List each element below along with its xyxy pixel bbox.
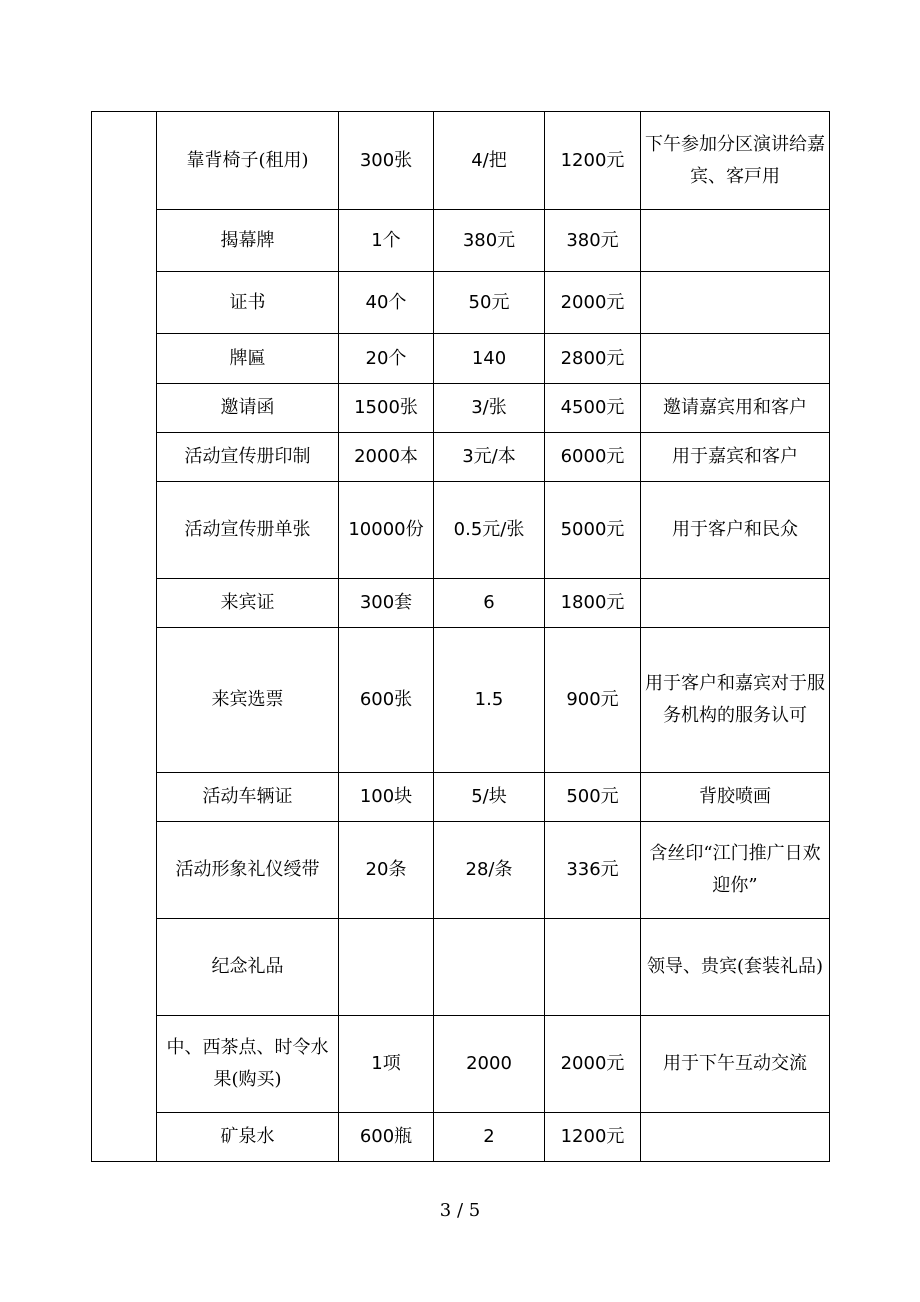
unit-price-cell: 4/把: [434, 112, 545, 210]
item-name-cell: 活动车辆证: [157, 773, 339, 822]
total-cell: 336元: [545, 822, 641, 919]
item-name-cell: 纪念礼品: [157, 919, 339, 1016]
note-cell: 用于下午互动交流: [641, 1016, 830, 1113]
item-name-cell: 来宾选票: [157, 628, 339, 773]
item-name-cell: 证书: [157, 272, 339, 334]
note-cell: 用于嘉宾和客户: [641, 433, 830, 482]
total-cell: 1800元: [545, 579, 641, 628]
quantity-cell: 600瓶: [339, 1113, 434, 1162]
table-row: [92, 579, 830, 628]
table-row: [92, 482, 830, 579]
item-name-cell: 牌匾: [157, 334, 339, 384]
budget-table: [91, 111, 830, 1162]
note-cell: 领导、贵宾(套装礼品): [641, 919, 830, 1016]
page-number: 3 / 5: [439, 1200, 481, 1221]
table-row: [92, 822, 830, 919]
table-row: [92, 272, 830, 334]
quantity-cell: 40个: [339, 272, 434, 334]
item-name-cell: 靠背椅子(租用): [157, 112, 339, 210]
quantity-cell: 20个: [339, 334, 434, 384]
unit-price-cell: 380元: [434, 210, 545, 272]
note-cell: 邀请嘉宾用和客户: [641, 384, 830, 433]
quantity-cell: 1项: [339, 1016, 434, 1113]
note-cell: [641, 579, 830, 628]
total-cell: 2000元: [545, 272, 641, 334]
item-name-cell: 活动宣传册印制: [157, 433, 339, 482]
note-cell: [641, 334, 830, 384]
table-row: [92, 1113, 830, 1162]
total-cell: 380元: [545, 210, 641, 272]
table-row: [92, 334, 830, 384]
item-name-cell: 中、西茶点、时令水果(购买): [157, 1016, 339, 1113]
note-cell: 用于客户和民众: [641, 482, 830, 579]
total-cell: 2800元: [545, 334, 641, 384]
total-cell: 900元: [545, 628, 641, 773]
total-cell: 500元: [545, 773, 641, 822]
unit-price-cell: 50元: [434, 272, 545, 334]
unit-price-cell: 3/张: [434, 384, 545, 433]
quantity-cell: 20条: [339, 822, 434, 919]
quantity-cell: 100块: [339, 773, 434, 822]
quantity-cell: [339, 919, 434, 1016]
unit-price-cell: 28/条: [434, 822, 545, 919]
table-row: [92, 384, 830, 433]
unit-price-cell: 2000: [434, 1016, 545, 1113]
item-name-cell: 矿泉水: [157, 1113, 339, 1162]
quantity-cell: 300套: [339, 579, 434, 628]
quantity-cell: 600张: [339, 628, 434, 773]
note-cell: [641, 210, 830, 272]
table-row: [92, 433, 830, 482]
table-row: [92, 919, 830, 1016]
unit-price-cell: 1.5: [434, 628, 545, 773]
table-row: [92, 112, 830, 210]
item-name-cell: 揭幕牌: [157, 210, 339, 272]
item-name-cell: 邀请函: [157, 384, 339, 433]
quantity-cell: 2000本: [339, 433, 434, 482]
unit-price-cell: 140: [434, 334, 545, 384]
unit-price-cell: 0.5元/张: [434, 482, 545, 579]
quantity-cell: 1500张: [339, 384, 434, 433]
total-cell: 4500元: [545, 384, 641, 433]
category-cell: [92, 112, 157, 1162]
note-cell: 下午参加分区演讲给嘉宾、客戸用: [641, 112, 830, 210]
quantity-cell: 300张: [339, 112, 434, 210]
total-cell: [545, 919, 641, 1016]
unit-price-cell: [434, 919, 545, 1016]
total-cell: 2000元: [545, 1016, 641, 1113]
quantity-cell: 10000份: [339, 482, 434, 579]
table-row: [92, 1016, 830, 1113]
item-name-cell: 活动形象礼仪绶带: [157, 822, 339, 919]
total-cell: 1200元: [545, 112, 641, 210]
note-cell: 背胶喷画: [641, 773, 830, 822]
note-cell: [641, 1113, 830, 1162]
item-name-cell: 来宾证: [157, 579, 339, 628]
unit-price-cell: 2: [434, 1113, 545, 1162]
unit-price-cell: 5/块: [434, 773, 545, 822]
note-cell: 用于客户和嘉宾对于服务机构的服务认可: [641, 628, 830, 773]
unit-price-cell: 3元/本: [434, 433, 545, 482]
total-cell: 1200元: [545, 1113, 641, 1162]
table-row: [92, 210, 830, 272]
note-cell: [641, 272, 830, 334]
quantity-cell: 1个: [339, 210, 434, 272]
item-name-cell: 活动宣传册单张: [157, 482, 339, 579]
table-row: [92, 628, 830, 773]
table-row: [92, 773, 830, 822]
unit-price-cell: 6: [434, 579, 545, 628]
total-cell: 6000元: [545, 433, 641, 482]
total-cell: 5000元: [545, 482, 641, 579]
note-cell: 含丝印“江门推广日欢迎你”: [641, 822, 830, 919]
